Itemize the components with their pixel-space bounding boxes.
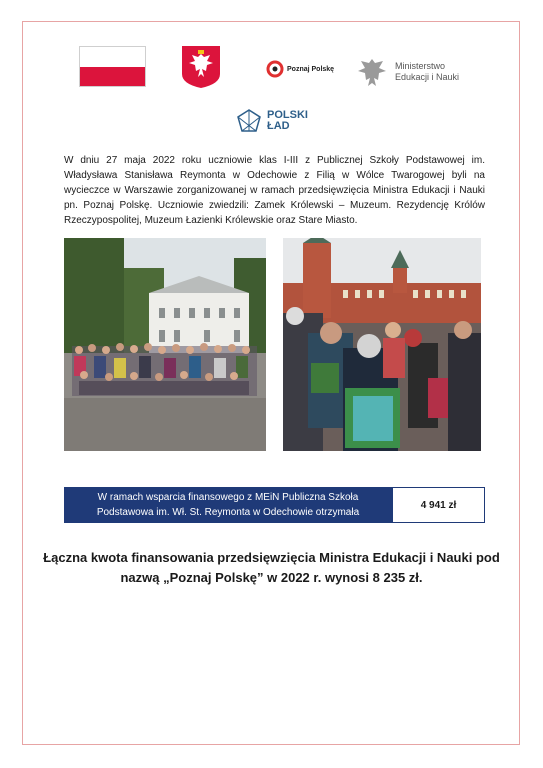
- ministry-name: Ministerstwo Edukacji i Nauki: [395, 61, 460, 82]
- ministry-eagle-icon: [356, 56, 388, 88]
- funding-label-box: [64, 487, 392, 523]
- poznaj-polske-logo: [266, 59, 334, 79]
- funding-amount-box: [392, 487, 485, 523]
- polish-flag: [79, 46, 146, 87]
- funding-amount: 4 941 zł: [420, 499, 457, 511]
- photo-group-lazienki: [64, 238, 266, 451]
- intro-paragraph: W dniu 27 maja 2022 roku uczniowie klas I-III z Publicznej Szkoły Podstawowej im. Władysława Stanisława Reymonta w Odechowie z Filią w Wólce Twarogowej byli na wycieczce w Warszawie zorganizowanej w ramach przedsięwzięcia Ministra Edukacji i Nauki pn. Poznaj Polskę. Uczniowie zwiedzili: Zamek Królewski – Muzeum. Rezydencję Królów Rzeczypospolitej, Muzeum Łazienki Królewskie oraz Stare Miasto.: [64, 155, 485, 226]
- poznaj-polske-icon: [266, 60, 284, 78]
- polski-lad-text: POLSKI ŁAD: [267, 109, 308, 132]
- funding-label: W ramach wsparcia finansowego z MEiN Publiczna Szkoła Podstawowa im. Wł. St. Reymonta w Odechowie otrzymała: [96, 492, 360, 518]
- polski-lad-icon: [236, 108, 262, 134]
- polish-eagle-emblem: [180, 44, 222, 89]
- photo-royal-castle: [283, 238, 481, 451]
- ministry-logo: [356, 56, 470, 88]
- poznaj-polske-text: Poznaj Polskę: [287, 65, 335, 73]
- total-funding-text: Łączna kwota finansowania przedsięwzięcia Ministra Edukacji i Nauki pod nazwą „Poznaj Polskę” w 2022 r. wynosi 8 235 zł.: [43, 550, 500, 585]
- polski-lad-logo: [236, 108, 315, 134]
